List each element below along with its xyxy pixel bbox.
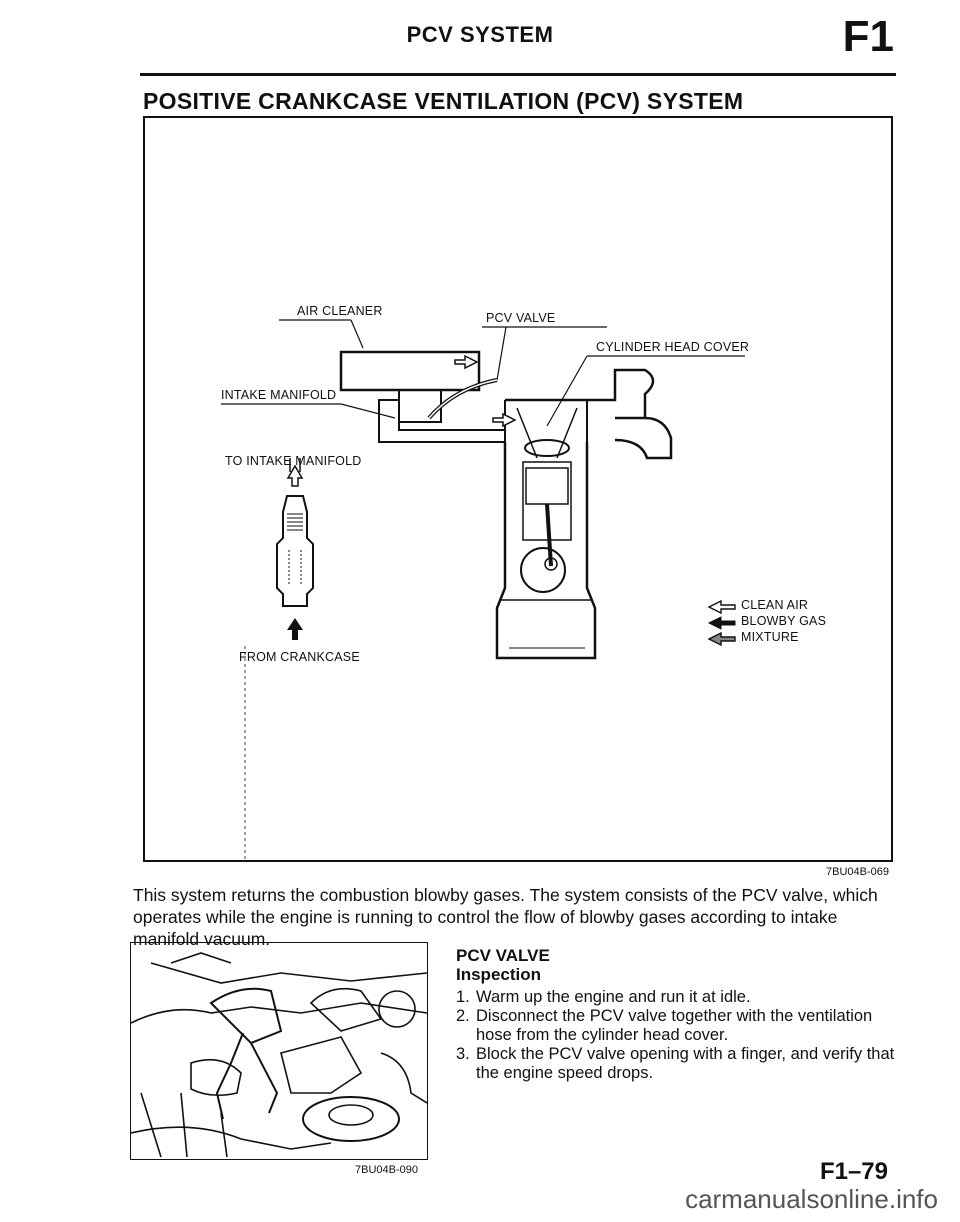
page-number: F1–79 <box>819 1158 888 1185</box>
list-item <box>456 1045 896 1083</box>
list-item <box>456 1007 896 1045</box>
figure2-code: 7BU04B-090 <box>355 1164 418 1176</box>
engine-diagram-svg <box>145 118 891 860</box>
step-number: 3. <box>456 1045 470 1063</box>
watermark: carmanualsonline.info <box>685 1184 938 1214</box>
step-number: 2. <box>456 1007 470 1025</box>
header-divider <box>140 73 896 76</box>
page-header-title: PCV SYSTEM <box>406 22 554 47</box>
label-to-intake-manifold: TO INTAKE MANIFOLD <box>225 454 362 468</box>
engine-bay-sketch <box>131 943 427 1159</box>
label-intake-manifold: INTAKE MANIFOLD <box>221 388 337 402</box>
pcv-inspection-photo <box>130 942 428 1160</box>
pcv-valve-heading-block <box>456 946 550 984</box>
label-air-cleaner: AIR CLEANER <box>297 304 383 318</box>
legend-blowby-gas: BLOWBY GAS <box>741 614 827 628</box>
inspection-steps <box>456 988 896 1083</box>
label-from-crankcase: FROM CRANKCASE <box>239 650 360 664</box>
inspection-subheading: Inspection <box>456 965 542 984</box>
label-pcv-valve: PCV VALVE <box>486 311 556 325</box>
solid-arrow-icon <box>709 617 735 629</box>
step-text: Warm up the engine and run it at idle. <box>476 988 751 1006</box>
section-code: F1 <box>842 12 894 61</box>
pcv-valve-heading: PCV VALVE <box>456 946 550 965</box>
step-text: Block the PCV valve opening with a finger, and verify that the engine speed drops. <box>476 1045 895 1082</box>
section-title: POSITIVE CRANKCASE VENTILATION (PCV) SYSTEM <box>143 88 744 114</box>
step-number: 1. <box>456 988 470 1006</box>
body-paragraph: This system returns the combustion blowby gases. The system consists of the PCV valve, which operates while the engine is running to control the flow of blowby gases according to intake manifold vacuum. <box>133 885 878 949</box>
step-text: Disconnect the PCV valve together with the ventilation hose from the cylinder head cover. <box>476 1007 873 1044</box>
hollow-arrow-icon <box>709 601 735 613</box>
pcv-system-diagram <box>143 116 893 862</box>
figure1-code: 7BU04B-069 <box>826 866 889 878</box>
legend-mixture: MIXTURE <box>741 630 799 644</box>
label-cylinder-head-cover: CYLINDER HEAD COVER <box>596 340 750 354</box>
legend-clean-air: CLEAN AIR <box>741 598 809 612</box>
solid-arrow-up-icon <box>287 618 303 640</box>
hatched-arrow-icon <box>709 633 735 645</box>
list-item <box>456 988 896 1007</box>
